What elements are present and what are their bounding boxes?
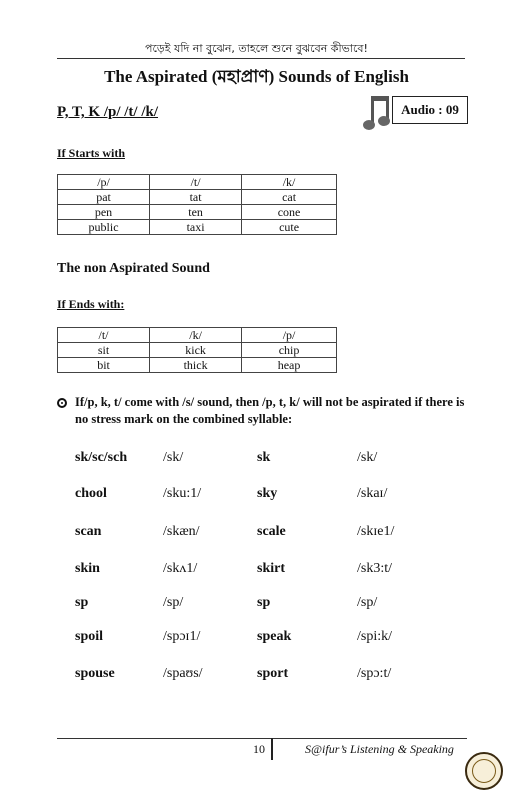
example-word: sky (257, 486, 278, 501)
music-note-icon (363, 94, 395, 134)
example-phonetic: /spɔɪ1/ (163, 629, 201, 644)
footer-divider (57, 738, 467, 739)
page-title: The Aspirated (মহাপ্রাণ) Sounds of English (104, 67, 409, 86)
example-word: spoil (75, 629, 104, 644)
table-cell: cat (242, 190, 337, 205)
table-cell: kick (150, 343, 242, 358)
table-cell: ten (150, 205, 242, 220)
table-cell: pat (58, 190, 150, 205)
example-word: chool (75, 486, 107, 501)
logo-emblem-icon (465, 752, 503, 790)
table-cell: public (58, 220, 150, 235)
table-cell: tat (150, 190, 242, 205)
example-phonetic: /skaɪ/ (357, 486, 388, 501)
running-header: পড়েই যদি না বুঝেন, তাহলে শুনে বুঝবেন কীভাবে! (145, 42, 368, 55)
if-starts-table (57, 174, 337, 235)
table-row (58, 220, 337, 235)
example-phonetic: /skʌ1/ (163, 561, 198, 576)
section-ptk-heading: P, T, K /p/ /t/ /k/ (57, 104, 159, 120)
example-word: sk/sc/sch (75, 450, 128, 465)
table-header-row (58, 175, 337, 190)
table-header-row (58, 328, 337, 343)
table-header-cell: /p/ (242, 328, 337, 343)
example-word: sk (257, 450, 271, 465)
table-header-cell: /p/ (58, 175, 150, 190)
example-word: sport (257, 666, 289, 681)
example-word: scan (75, 524, 102, 539)
example-word: spouse (75, 666, 115, 681)
table-cell: cone (242, 205, 337, 220)
example-phonetic: /skæn/ (163, 524, 200, 539)
table-header-cell: /k/ (150, 328, 242, 343)
example-phonetic: /sp/ (163, 595, 184, 610)
table-row (58, 343, 337, 358)
example-word: scale (257, 524, 286, 539)
table-cell: sit (58, 343, 150, 358)
table-cell: thick (150, 358, 242, 373)
table-header-cell: /t/ (58, 328, 150, 343)
rule-paragraph: If/p, k, t/ come with /s/ sound, then /p, t, k/ will not be aspirated if there is no stress mark on the combined syllable: (75, 395, 465, 426)
example-word: skirt (257, 561, 285, 576)
if-ends-table (57, 327, 337, 373)
table-row (58, 358, 337, 373)
example-word: sp (75, 595, 89, 610)
example-phonetic: /sk/ (357, 450, 378, 465)
footer-separator (271, 738, 273, 760)
table-row (58, 190, 337, 205)
table-cell: cute (242, 220, 337, 235)
non-aspirated-heading: The non Aspirated Sound (57, 261, 210, 276)
header-divider (57, 58, 465, 59)
table-cell: chip (242, 343, 337, 358)
example-phonetic: /spɔ:t/ (357, 666, 392, 681)
example-phonetic: /sku:1/ (163, 486, 202, 501)
example-word: skin (75, 561, 100, 576)
audio-label-box: Audio : 09 (392, 96, 468, 124)
if-starts-heading: If Starts with (57, 146, 125, 160)
example-phonetic: /spaʊs/ (163, 666, 203, 681)
example-phonetic: /skɪe1/ (357, 524, 395, 539)
table-cell: pen (58, 205, 150, 220)
example-phonetic: /sk/ (163, 450, 184, 465)
example-word: sp (257, 595, 271, 610)
table-cell: taxi (150, 220, 242, 235)
example-phonetic: /sk3:t/ (357, 561, 393, 576)
table-row (58, 205, 337, 220)
table-header-cell: /k/ (242, 175, 337, 190)
example-phonetic: /sp/ (357, 595, 378, 610)
table-header-cell: /t/ (150, 175, 242, 190)
bullet-circle-icon (57, 398, 67, 408)
table-cell: bit (58, 358, 150, 373)
table-cell: heap (242, 358, 337, 373)
example-word: speak (257, 629, 292, 644)
page-number: 10 (253, 742, 265, 756)
if-ends-heading: If Ends with: (57, 297, 125, 311)
footer-brand: S@ifur’s Listening & Speaking (305, 742, 454, 756)
example-phonetic: /spi:k/ (357, 629, 393, 644)
